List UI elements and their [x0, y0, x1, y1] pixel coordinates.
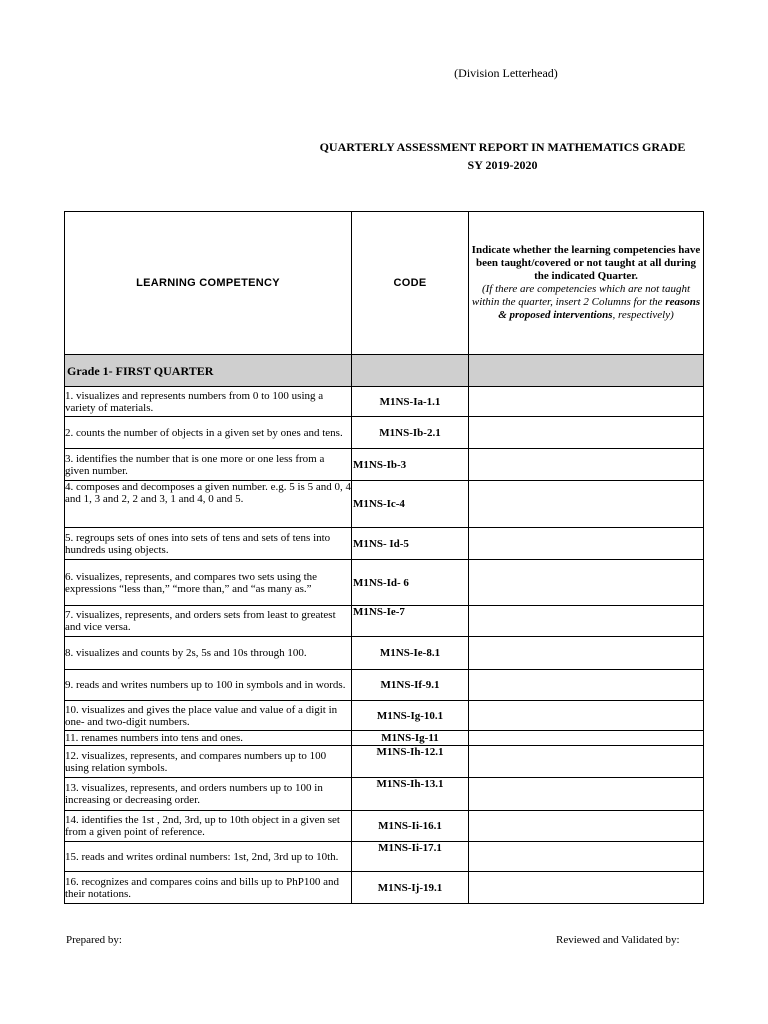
header-indicate-note-a: (If there are competencies which are not taught within the quarter, insert 2 Columns for the [471, 283, 691, 308]
code-cell: M1NS-Ii-16.1 [352, 811, 469, 842]
header-learning-competency: LEARNING COMPETENCY [65, 212, 352, 355]
competency-cell: 8. visualizes and counts by 2s, 5s and 10s through 100. [65, 637, 352, 670]
code-cell: M1NS-Id- 6 [352, 560, 469, 606]
report-title [306, 138, 699, 174]
table-row [65, 528, 704, 560]
code-cell: M1NS-Ie-7 [352, 606, 469, 637]
indicate-cell[interactable] [469, 560, 704, 606]
competency-cell: 13. visualizes, represents, and orders numbers up to 100 in increasing or decreasing order. [65, 778, 352, 811]
table-header-row [65, 212, 704, 355]
competency-table [64, 211, 704, 904]
indicate-cell[interactable] [469, 746, 704, 778]
header-indicate-note [469, 283, 703, 322]
quarter-indicate-cell [469, 355, 704, 387]
table-row [65, 746, 704, 778]
indicate-cell[interactable] [469, 449, 704, 481]
table-row [65, 606, 704, 637]
competency-cell: 7. visualizes, represents, and orders sets from least to greatest and vice versa. [65, 606, 352, 637]
competency-cell: 2. counts the number of objects in a given set by ones and tens. [65, 417, 352, 449]
code-cell: M1NS-Ib-2.1 [352, 417, 469, 449]
indicate-cell[interactable] [469, 670, 704, 701]
competency-cell: 4. composes and decomposes a given number. e.g. 5 is 5 and 0, 4 and 1, 3 and 2, 2 and 3, 1 and 4, 0 and 5. [65, 481, 352, 528]
indicate-cell[interactable] [469, 778, 704, 811]
competency-cell: 11. renames numbers into tens and ones. [65, 731, 352, 746]
table-row [65, 842, 704, 872]
competency-cell: 10. visualizes and gives the place value and value of a digit in one- and two-digit numbers. [65, 701, 352, 731]
quarter-label: Grade 1- FIRST QUARTER [65, 355, 352, 387]
competency-cell: 5. regroups sets of ones into sets of tens and sets of tens into hundreds using objects. [65, 528, 352, 560]
competency-cell: 6. visualizes, represents, and compares two sets using the expressions “less than,” “more than,” and “as many as.” [65, 560, 352, 606]
code-cell: M1NS-If-9.1 [352, 670, 469, 701]
quarter-code-cell [352, 355, 469, 387]
competency-cell: 3. identifies the number that is one more or one less from a given number. [65, 449, 352, 481]
indicate-cell[interactable] [469, 417, 704, 449]
code-cell: M1NS-Ij-19.1 [352, 872, 469, 904]
header-indicate [469, 212, 704, 355]
code-cell: M1NS-Ih-13.1 [352, 778, 469, 811]
code-cell: M1NS-Ii-17.1 [352, 842, 469, 872]
code-cell: M1NS-Ib-3 [352, 449, 469, 481]
indicate-cell[interactable] [469, 387, 704, 417]
table-row [65, 872, 704, 904]
table-row [65, 417, 704, 449]
table-row [65, 637, 704, 670]
indicate-cell[interactable] [469, 701, 704, 731]
indicate-cell[interactable] [469, 637, 704, 670]
indicate-cell[interactable] [469, 481, 704, 528]
competency-cell: 16. recognizes and compares coins and bills up to PhP100 and their notations. [65, 872, 352, 904]
competency-cell: 14. identifies the 1st , 2nd, 3rd, up to 10th object in a given set from a given point of reference. [65, 811, 352, 842]
code-cell: M1NS-Ic-4 [352, 481, 469, 528]
table-row [65, 449, 704, 481]
table-row [65, 701, 704, 731]
code-cell: M1NS-Ia-1.1 [352, 387, 469, 417]
table-row [65, 481, 704, 528]
indicate-cell[interactable] [469, 606, 704, 637]
indicate-cell[interactable] [469, 811, 704, 842]
indicate-cell[interactable] [469, 528, 704, 560]
header-indicate-note-b: reasons & proposed interventions [498, 296, 701, 321]
code-cell: M1NS-Ig-11 [352, 731, 469, 746]
code-cell: M1NS- Id-5 [352, 528, 469, 560]
indicate-cell[interactable] [469, 731, 704, 746]
indicate-cell[interactable] [469, 842, 704, 872]
report-title-line2: SY 2019-2020 [467, 158, 538, 172]
code-cell: M1NS-Ie-8.1 [352, 637, 469, 670]
header-indicate-note-c: , respectively) [612, 309, 674, 321]
header-code: CODE [352, 212, 469, 355]
table-row [65, 560, 704, 606]
report-title-line1: QUARTERLY ASSESSMENT REPORT IN MATHEMATICS GRADE [319, 140, 686, 154]
competency-cell: 12. visualizes, represents, and compares numbers up to 100 using relation symbols. [65, 746, 352, 778]
competency-cell: 1. visualizes and represents numbers from 0 to 100 using a variety of materials. [65, 387, 352, 417]
code-cell: M1NS-Ig-10.1 [352, 701, 469, 731]
table-row [65, 778, 704, 811]
competency-cell: 15. reads and writes ordinal numbers: 1st, 2nd, 3rd up to 10th. [65, 842, 352, 872]
header-indicate-instruction: Indicate whether the learning competencies have been taught/covered or not taught at all during the indicated Quarter. [471, 244, 701, 282]
table-row [65, 731, 704, 746]
competency-cell: 9. reads and writes numbers up to 100 in symbols and in words. [65, 670, 352, 701]
division-letterhead: (Division Letterhead) [454, 66, 558, 80]
reviewed-by-label: Reviewed and Validated by: [556, 934, 680, 946]
quarter-row [65, 355, 704, 387]
code-cell: M1NS-Ih-12.1 [352, 746, 469, 778]
table-row [65, 811, 704, 842]
table-row [65, 670, 704, 701]
prepared-by-label: Prepared by: [66, 934, 122, 946]
indicate-cell[interactable] [469, 872, 704, 904]
table-row [65, 387, 704, 417]
